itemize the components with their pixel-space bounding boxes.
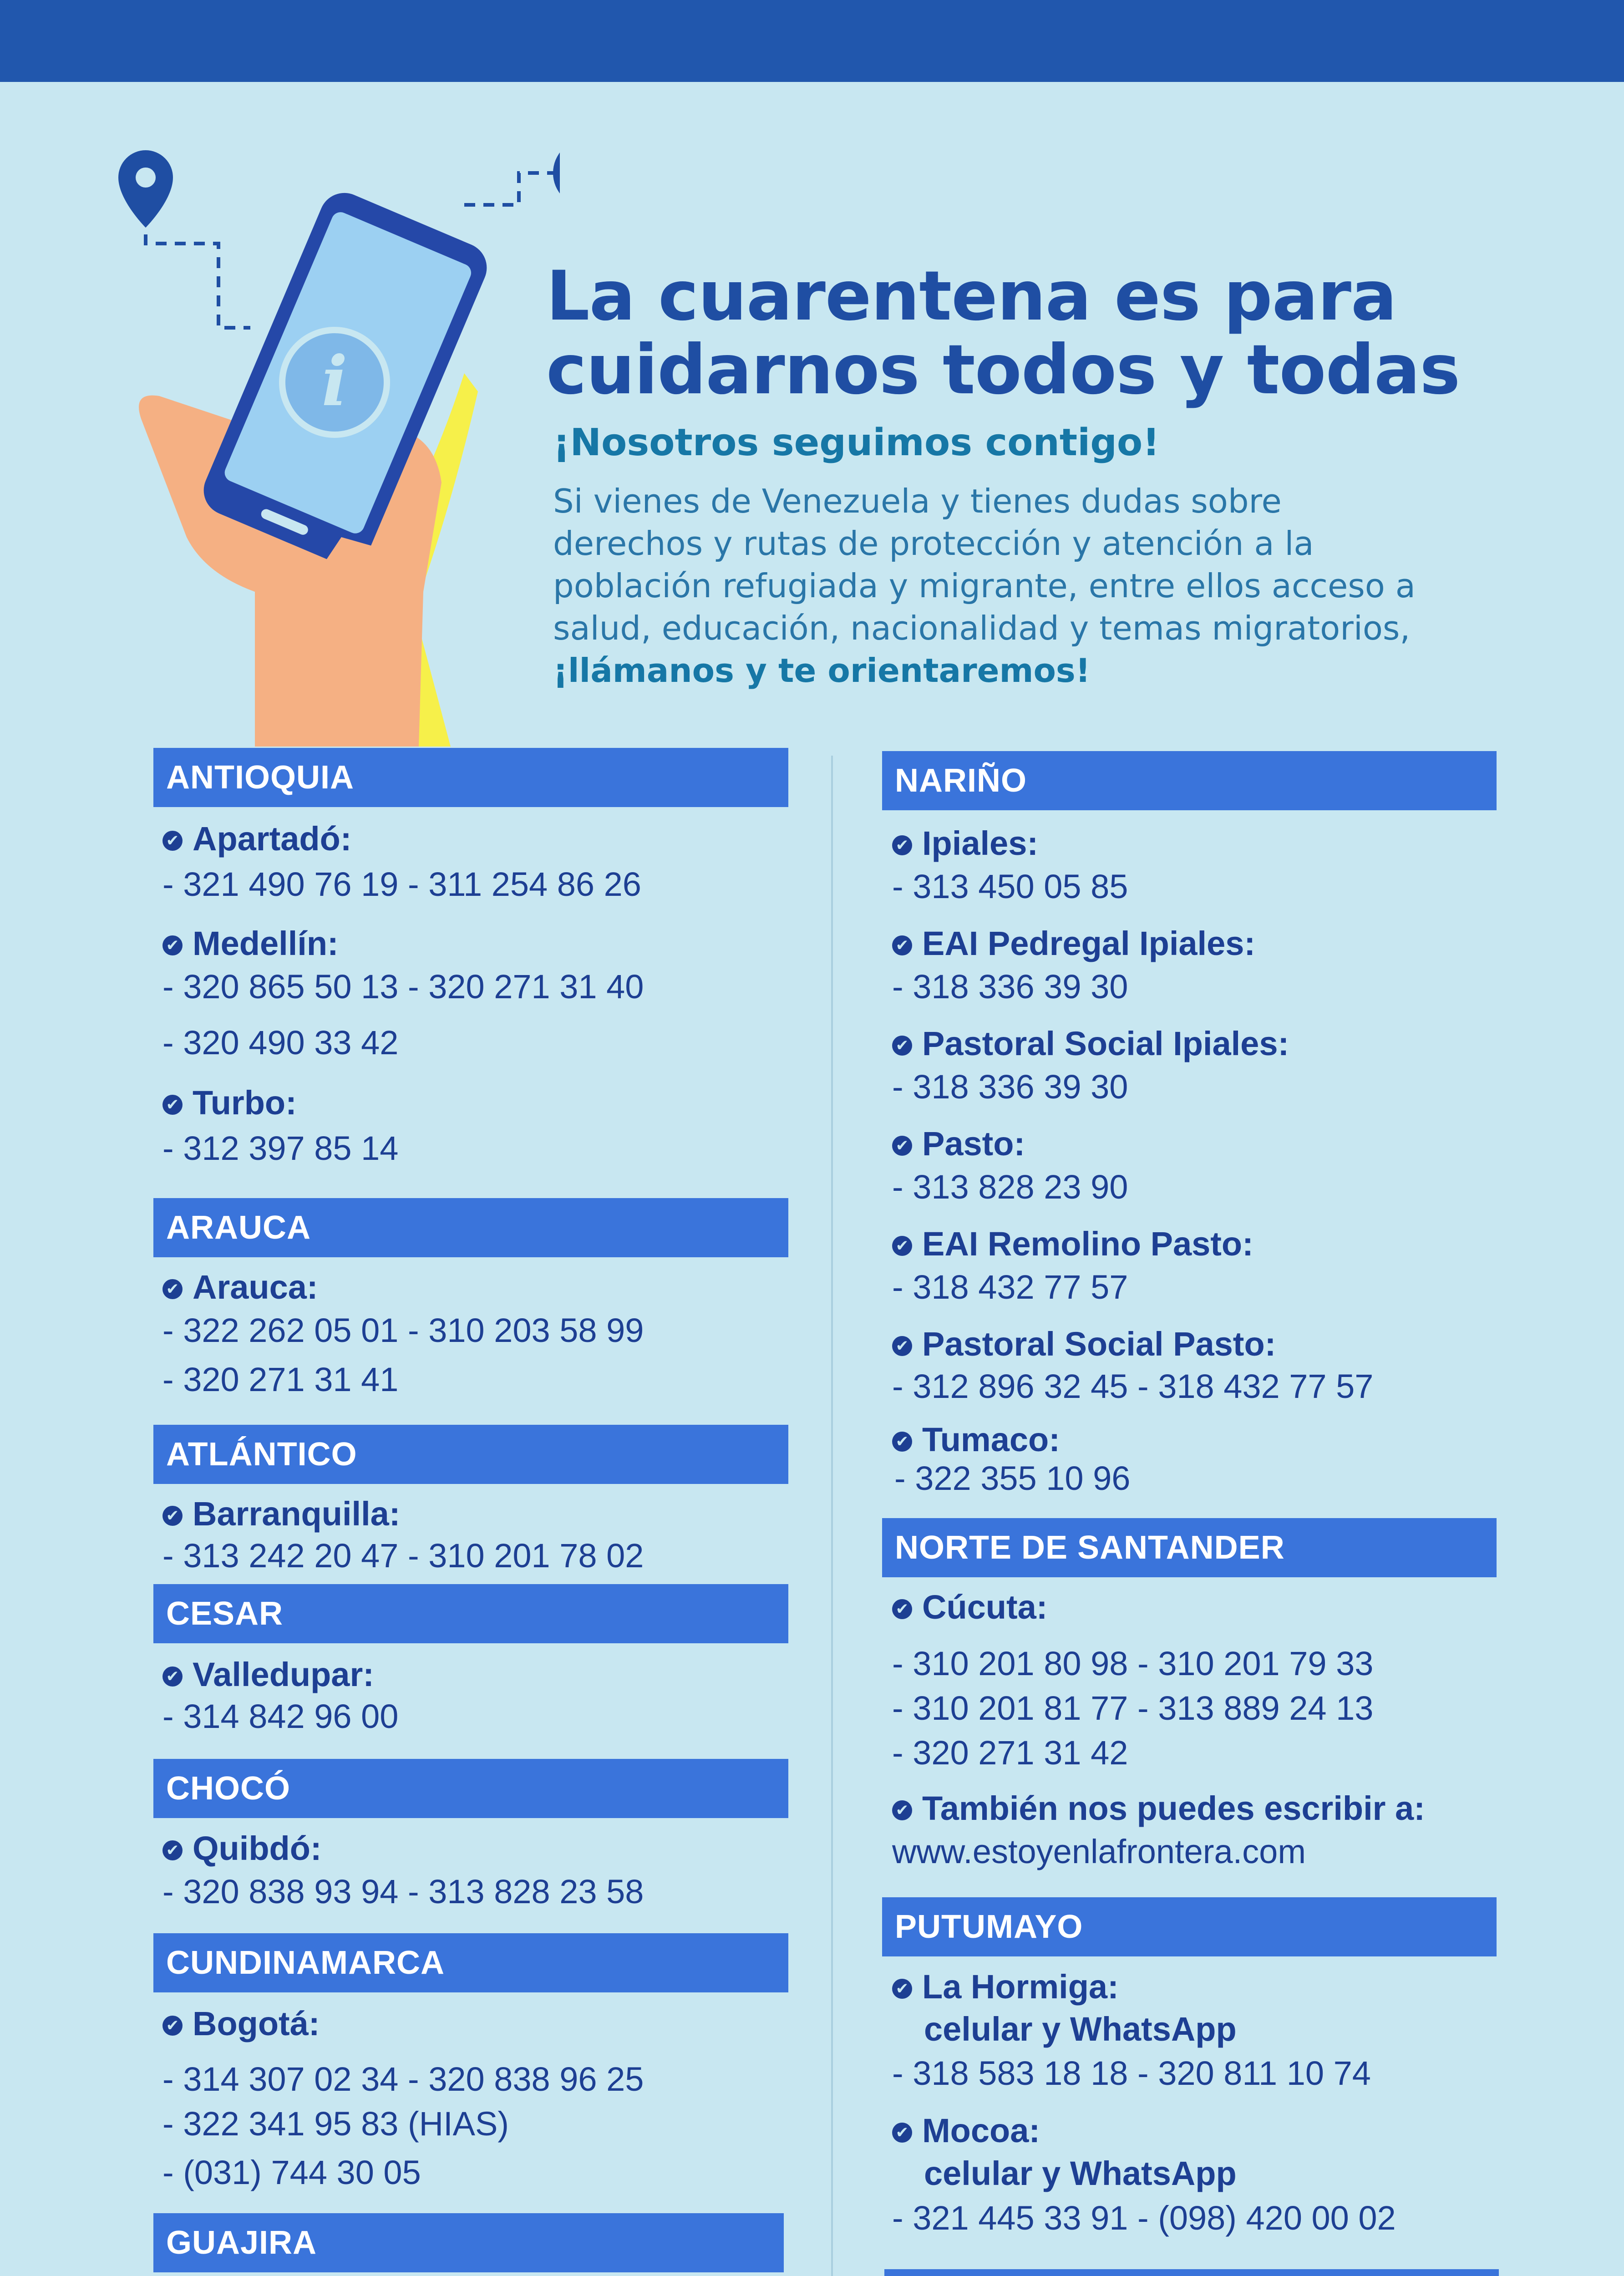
check-icon: ✔ [892, 1036, 912, 1056]
city-label: Apartadó: [193, 820, 352, 858]
check-icon: ✔ [162, 1279, 183, 1299]
phone-list: - 321 445 33 91 - (098) 420 00 02 [892, 2199, 1396, 2237]
section-guajira: GUAJIRA [153, 2213, 784, 2272]
city-label: Pasto: [922, 1125, 1025, 1163]
section-narino: NARIÑO [882, 751, 1497, 810]
city-label: Valledupar: [193, 1656, 374, 1693]
title-line-2: cuidarnos todos y todas [546, 330, 1460, 410]
phone-list: - 322 262 05 01 - 310 203 58 99 [162, 1311, 644, 1349]
city-bogota [162, 2004, 320, 2043]
city-pastoral-ipiales [892, 1024, 1289, 1063]
top-bar [0, 0, 1624, 82]
section-cundinamarca: CUNDINAMARCA [153, 1933, 788, 1992]
city-label: Quibdó: [193, 1829, 322, 1867]
phone-list: - 310 201 80 98 - 310 201 79 33 [892, 1645, 1374, 1682]
city-cucuta [892, 1588, 1047, 1626]
city-quibdo [162, 1829, 322, 1868]
city-label: También nos puedes escribir a: [922, 1789, 1425, 1827]
check-icon: ✔ [892, 935, 912, 955]
check-icon: ✔ [162, 1666, 183, 1687]
city-label: Pastoral Social Ipiales: [922, 1025, 1289, 1062]
check-icon: ✔ [892, 1236, 912, 1256]
section-putumayo: PUTUMAYO [882, 1897, 1497, 1956]
check-icon: ✔ [892, 1979, 912, 1999]
phone-list: - 320 271 31 41 [162, 1361, 399, 1398]
section-choco: CHOCÓ [153, 1759, 788, 1818]
city-valledupar [162, 1655, 374, 1694]
section-norte-de-santander: NORTE DE SANTANDER [882, 1518, 1497, 1577]
intro-call-to-action: ¡llámanos y te orientaremos! [553, 651, 1091, 690]
city-label: Ipiales: [922, 824, 1038, 862]
city-tumaco [892, 1420, 1060, 1459]
city-label: Barranquilla: [193, 1495, 401, 1533]
check-icon: ✔ [892, 1136, 912, 1156]
check-icon: ✔ [162, 831, 183, 851]
check-icon: ✔ [892, 835, 912, 855]
phone-list: - 318 432 77 57 [892, 1268, 1128, 1306]
check-icon: ✔ [162, 935, 183, 955]
city-eai-remolino [892, 1224, 1254, 1263]
column-divider [831, 756, 833, 2276]
intro-line: derechos y rutas de protección y atención a la [553, 524, 1314, 563]
check-icon: ✔ [892, 1336, 912, 1356]
city-label: Turbo: [193, 1084, 297, 1122]
check-icon: ✔ [892, 1432, 912, 1452]
city-label: Tumaco: [922, 1421, 1060, 1458]
city-pasto [892, 1124, 1025, 1163]
city-label: EAI Remolino Pasto: [922, 1225, 1254, 1263]
check-icon: ✔ [892, 1800, 912, 1820]
phone-list: - 310 201 81 77 - 313 889 24 13 [892, 1689, 1374, 1727]
phone-list: - 322 341 95 83 (HIAS) [162, 2105, 509, 2143]
intro-line: Si vienes de Venezuela y tienes dudas sobre [553, 482, 1282, 520]
phone-list: - 313 450 05 85 [892, 868, 1128, 905]
section-atlantico: ATLÁNTICO [153, 1425, 788, 1484]
city-barranquilla [162, 1494, 400, 1533]
check-icon: ✔ [892, 1599, 912, 1619]
page-title [546, 257, 1593, 410]
city-ipiales [892, 824, 1038, 863]
city-pastoral-pasto [892, 1325, 1276, 1363]
section-santander [884, 2269, 1499, 2276]
phone-list: - 320 838 93 94 - 313 828 23 58 [162, 1873, 644, 1910]
title-line-1: La cuarentena es para [546, 257, 1397, 336]
intro-text [553, 480, 1600, 692]
contact-type-label: celular y WhatsApp [924, 2154, 1237, 2192]
city-arauca [162, 1268, 318, 1306]
city-apartado [162, 819, 351, 858]
city-label: Arauca: [193, 1268, 318, 1306]
city-label: La Hormiga: [922, 1968, 1119, 2006]
website-link[interactable]: www.estoyenlafrontera.com [892, 1833, 1306, 1870]
city-label: Medellín: [193, 925, 339, 962]
info-icon [282, 330, 387, 435]
svg-text:i: i [321, 341, 348, 422]
intro-line: población refugiada y migrante, entre ellos acceso a [553, 567, 1416, 605]
city-medellin [162, 924, 339, 963]
check-icon: ✔ [162, 1506, 183, 1526]
phone-list: - 313 828 23 90 [892, 1168, 1128, 1206]
location-pin-icon [118, 150, 173, 228]
city-turbo [162, 1083, 297, 1122]
city-label: Cúcuta: [922, 1588, 1048, 1626]
phone-hand-illustration [105, 137, 560, 747]
subtitle: ¡Nosotros seguimos contigo! [553, 421, 1160, 464]
phone-list: - 320 490 33 42 [162, 1024, 399, 1062]
phone-list: - 312 397 85 14 [162, 1129, 399, 1167]
write-to-us [892, 1789, 1425, 1828]
phone-list: - 318 336 39 30 [892, 1068, 1128, 1106]
phone-list: - 318 583 18 18 - 320 811 10 74 [892, 2054, 1371, 2092]
section-antioquia: ANTIOQUIA [153, 748, 788, 807]
phone-list: - 314 307 02 34 - 320 838 96 25 [162, 2060, 644, 2098]
city-label: Pastoral Social Pasto: [922, 1325, 1276, 1363]
city-la-hormiga [892, 1967, 1119, 2006]
city-label: Bogotá: [193, 2005, 320, 2042]
check-icon: ✔ [892, 2123, 912, 2143]
city-mocoa [892, 2111, 1040, 2150]
phone-list: - 321 490 76 19 - 311 254 86 26 [162, 865, 641, 903]
phone-list: - 312 896 32 45 - 318 432 77 57 [892, 1367, 1374, 1405]
city-label: EAI Pedregal Ipiales: [922, 925, 1256, 962]
city-eai-pedregal [892, 924, 1255, 963]
check-icon: ✔ [162, 1840, 183, 1860]
phone-list: - 320 865 50 13 - 320 271 31 40 [162, 968, 644, 1006]
phone-list: - 322 355 10 96 [894, 1459, 1131, 1497]
check-icon: ✔ [162, 1095, 183, 1115]
phone-list: - 314 842 96 00 [162, 1697, 399, 1735]
phone-list: - 320 271 31 42 [892, 1734, 1128, 1772]
city-label: Mocoa: [922, 2112, 1040, 2149]
phone-list: - 318 336 39 30 [892, 968, 1128, 1006]
intro-line: salud, educación, nacionalidad y temas migratorios, [553, 609, 1411, 647]
contact-type-label: celular y WhatsApp [924, 2010, 1237, 2048]
phone-list: - 313 242 20 47 - 310 201 78 02 [162, 1537, 644, 1575]
section-cesar: CESAR [153, 1584, 788, 1643]
phone-list: - (031) 744 30 05 [162, 2154, 421, 2191]
check-icon: ✔ [162, 2016, 183, 2036]
section-arauca: ARAUCA [153, 1198, 788, 1257]
